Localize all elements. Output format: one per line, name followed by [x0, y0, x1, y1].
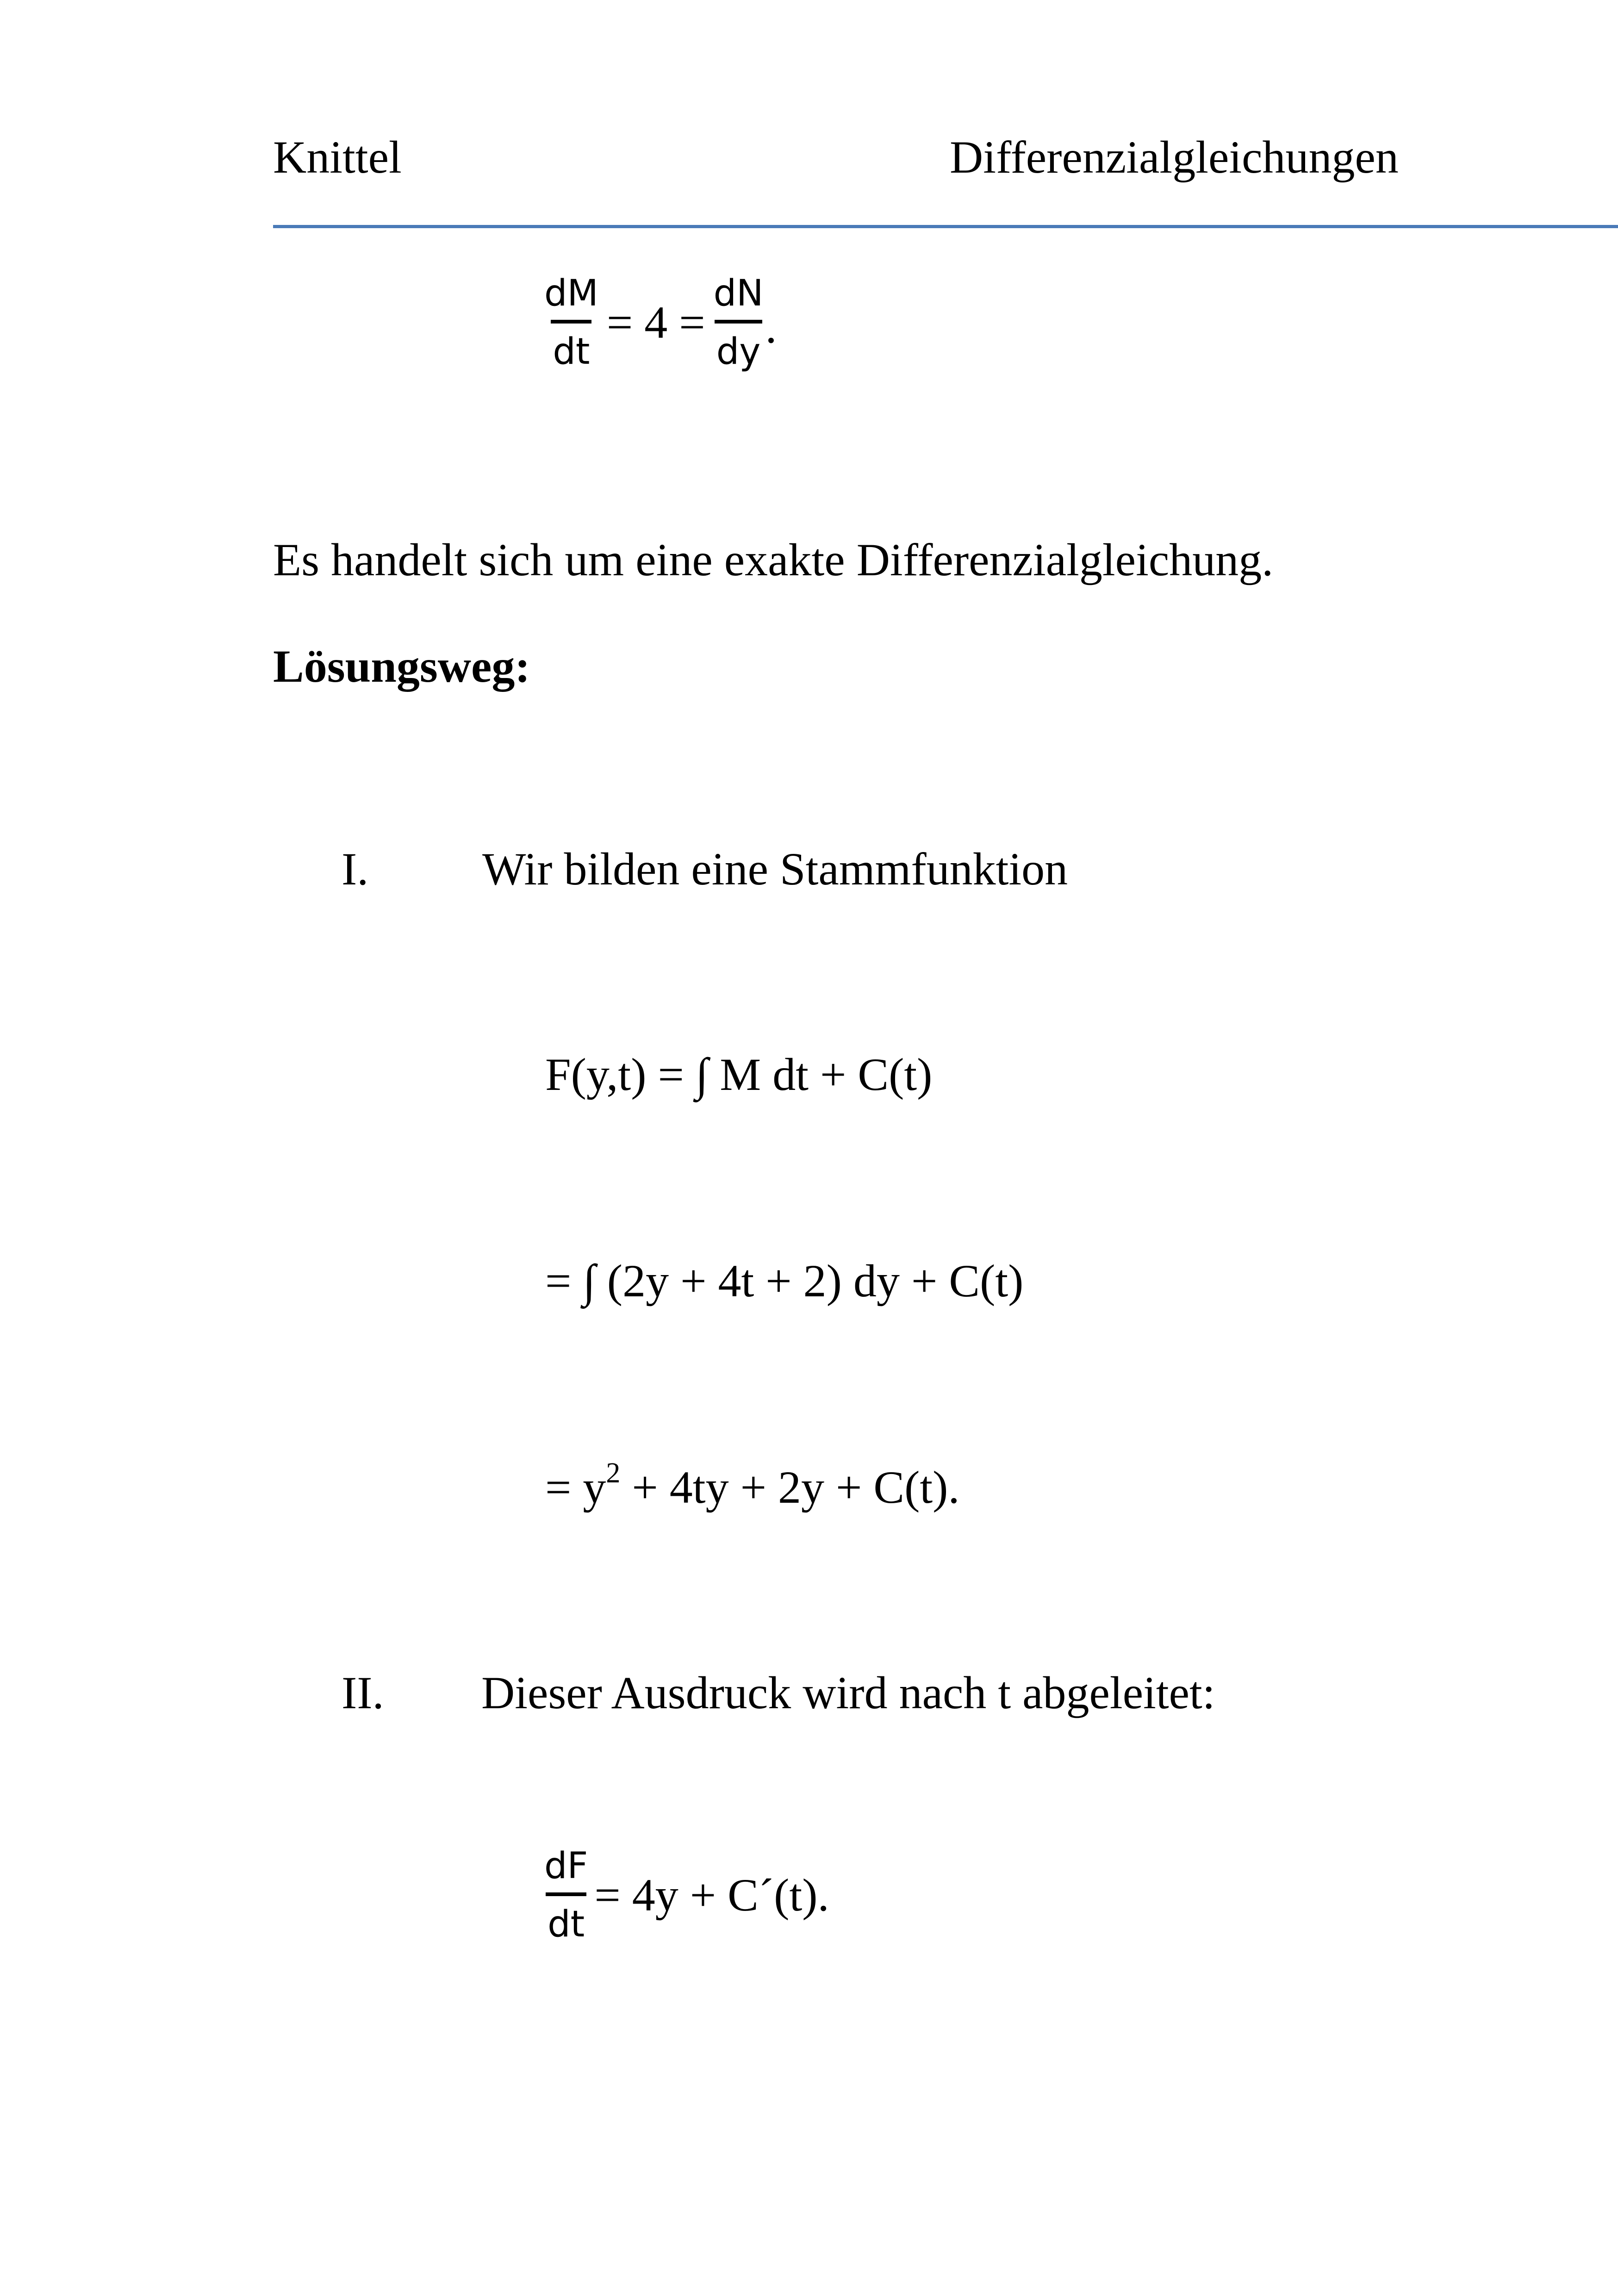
fraction-dn-dy: [712, 273, 765, 373]
fraction-denominator: dy: [715, 320, 763, 370]
exponent: 2: [606, 1457, 621, 1489]
equation-rhs: = 4y + C´(t).: [594, 1869, 829, 1921]
equation-integral-result: [545, 1457, 960, 1513]
solution-heading: Lösungsweg:: [273, 641, 530, 692]
header-author: Knittel: [273, 131, 402, 183]
fraction-numerator: dN: [713, 273, 764, 314]
fraction-denominator: dt: [546, 1892, 586, 1942]
fraction-dm-dt: [542, 273, 600, 373]
equation-result-pre: = y: [545, 1462, 606, 1513]
equation-middle: = 4 =: [606, 297, 705, 348]
equation-result-post: + 4ty + 2y + C(t).: [620, 1462, 960, 1513]
step-text-1: Wir bilden eine Stammfunktion: [482, 843, 1068, 895]
header-divider: [273, 225, 1618, 228]
equation-exactness-check: [542, 273, 777, 373]
exactness-statement: Es handelt sich um eine exakte Differenzialgleichung.: [273, 534, 1274, 585]
step-number-1: I.: [342, 843, 369, 895]
equation-period: .: [765, 301, 777, 353]
header-title: Differenzialgleichungen: [950, 131, 1399, 183]
fraction-numerator: dF: [544, 1845, 588, 1887]
fraction-denominator: dt: [551, 320, 591, 370]
equation-integral-expanded: = ∫ (2y + 4t + 2) dy + C(t): [545, 1255, 1024, 1307]
equation-antiderivative-definition: F(y,t) = ∫ M dt + C(t): [545, 1049, 933, 1100]
step-text-2: Dieser Ausdruck wird nach t abgeleitet:: [481, 1667, 1215, 1718]
equation-derivative-t: [542, 1845, 836, 1945]
step-number-2: II.: [342, 1667, 384, 1718]
fraction-df-dt: [542, 1845, 590, 1945]
fraction-numerator: dM: [544, 273, 598, 314]
